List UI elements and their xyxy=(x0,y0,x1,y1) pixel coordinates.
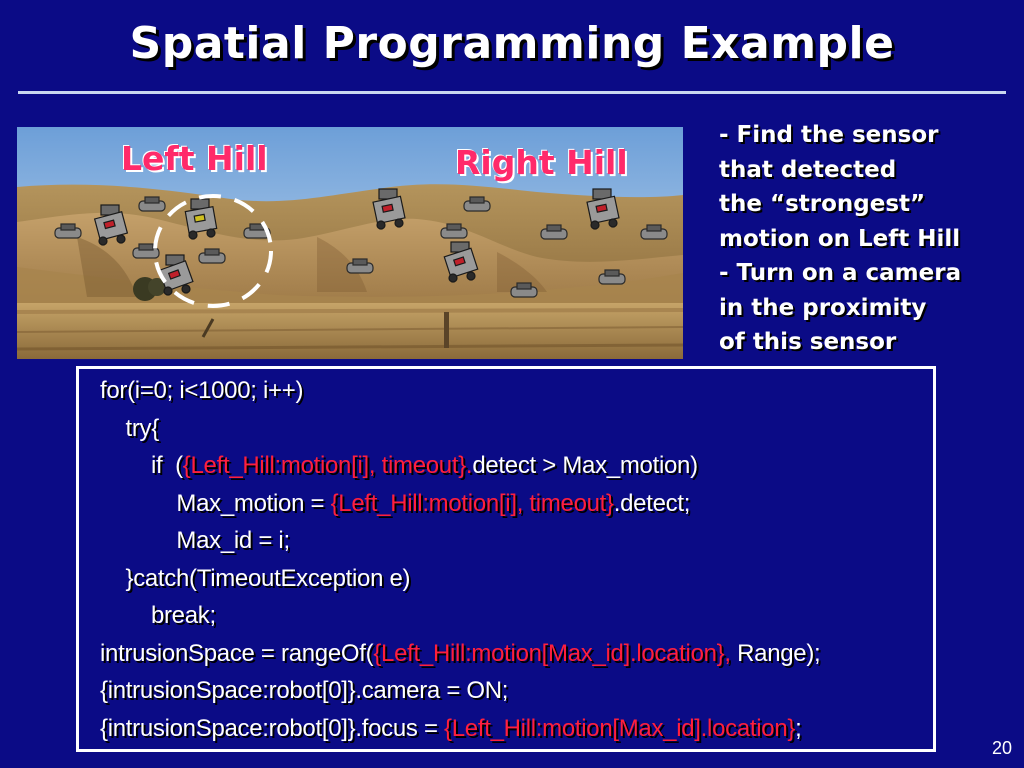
code-line xyxy=(100,672,820,710)
code-highlight: {Left_Hill:motion[i], timeout} xyxy=(330,489,614,517)
code-highlight: {Left_Hill:motion[Max_id].location}, xyxy=(373,639,731,667)
bullet-text xyxy=(719,118,1019,360)
bullet-line: the “strongest” xyxy=(719,191,926,217)
code-line xyxy=(100,635,820,673)
bullet-line: - Turn on a camera xyxy=(719,260,962,286)
slide-title: Spatial Programming Example xyxy=(129,18,895,69)
code-line xyxy=(100,710,820,748)
code-line xyxy=(100,522,820,560)
right-hill-label: Right Hill xyxy=(455,143,628,182)
code-line xyxy=(100,597,820,635)
code-text: .detect; xyxy=(613,489,691,517)
code-text: {intrusionSpace:robot[0]}.camera = ON; xyxy=(100,677,509,704)
code-highlight: {Left_Hill:motion[i], timeout}. xyxy=(182,452,473,479)
code-text: intrusionSpace = rangeOf( xyxy=(100,639,374,667)
code-text: detect > Max_motion) xyxy=(472,452,698,479)
code-text: Max_id = i; xyxy=(100,527,290,554)
bullet-line: in the proximity xyxy=(719,294,927,321)
code-line xyxy=(100,410,820,448)
code-text: {intrusionSpace:robot[0]}.focus = xyxy=(100,714,445,742)
code-block xyxy=(100,372,820,747)
code-text: Max_motion = xyxy=(100,489,331,517)
left-hill-label: Left Hill xyxy=(121,139,268,178)
page-number: 20 xyxy=(991,738,1012,758)
code-line xyxy=(100,372,820,410)
bullet-line: motion on Left Hill xyxy=(719,225,961,252)
code-text: Range); xyxy=(730,639,821,667)
code-line xyxy=(100,560,820,598)
code-text: if ( xyxy=(100,452,183,479)
bullet-line: - Find the sensor xyxy=(719,122,939,148)
code-text: try{ xyxy=(100,414,159,442)
code-highlight: {Left_Hill:motion[Max_id].location} xyxy=(444,714,796,742)
code-text: break; xyxy=(100,602,216,629)
bullet-line: of this sensor xyxy=(719,329,897,355)
code-text: for(i=0; i<1000; i++) xyxy=(100,377,304,404)
code-line xyxy=(100,485,820,523)
title-divider xyxy=(18,91,1006,94)
code-text: ; xyxy=(795,714,802,742)
code-text: }catch(TimeoutException e) xyxy=(100,564,411,592)
code-line xyxy=(100,447,820,485)
bullet-line: that detected xyxy=(719,156,897,183)
